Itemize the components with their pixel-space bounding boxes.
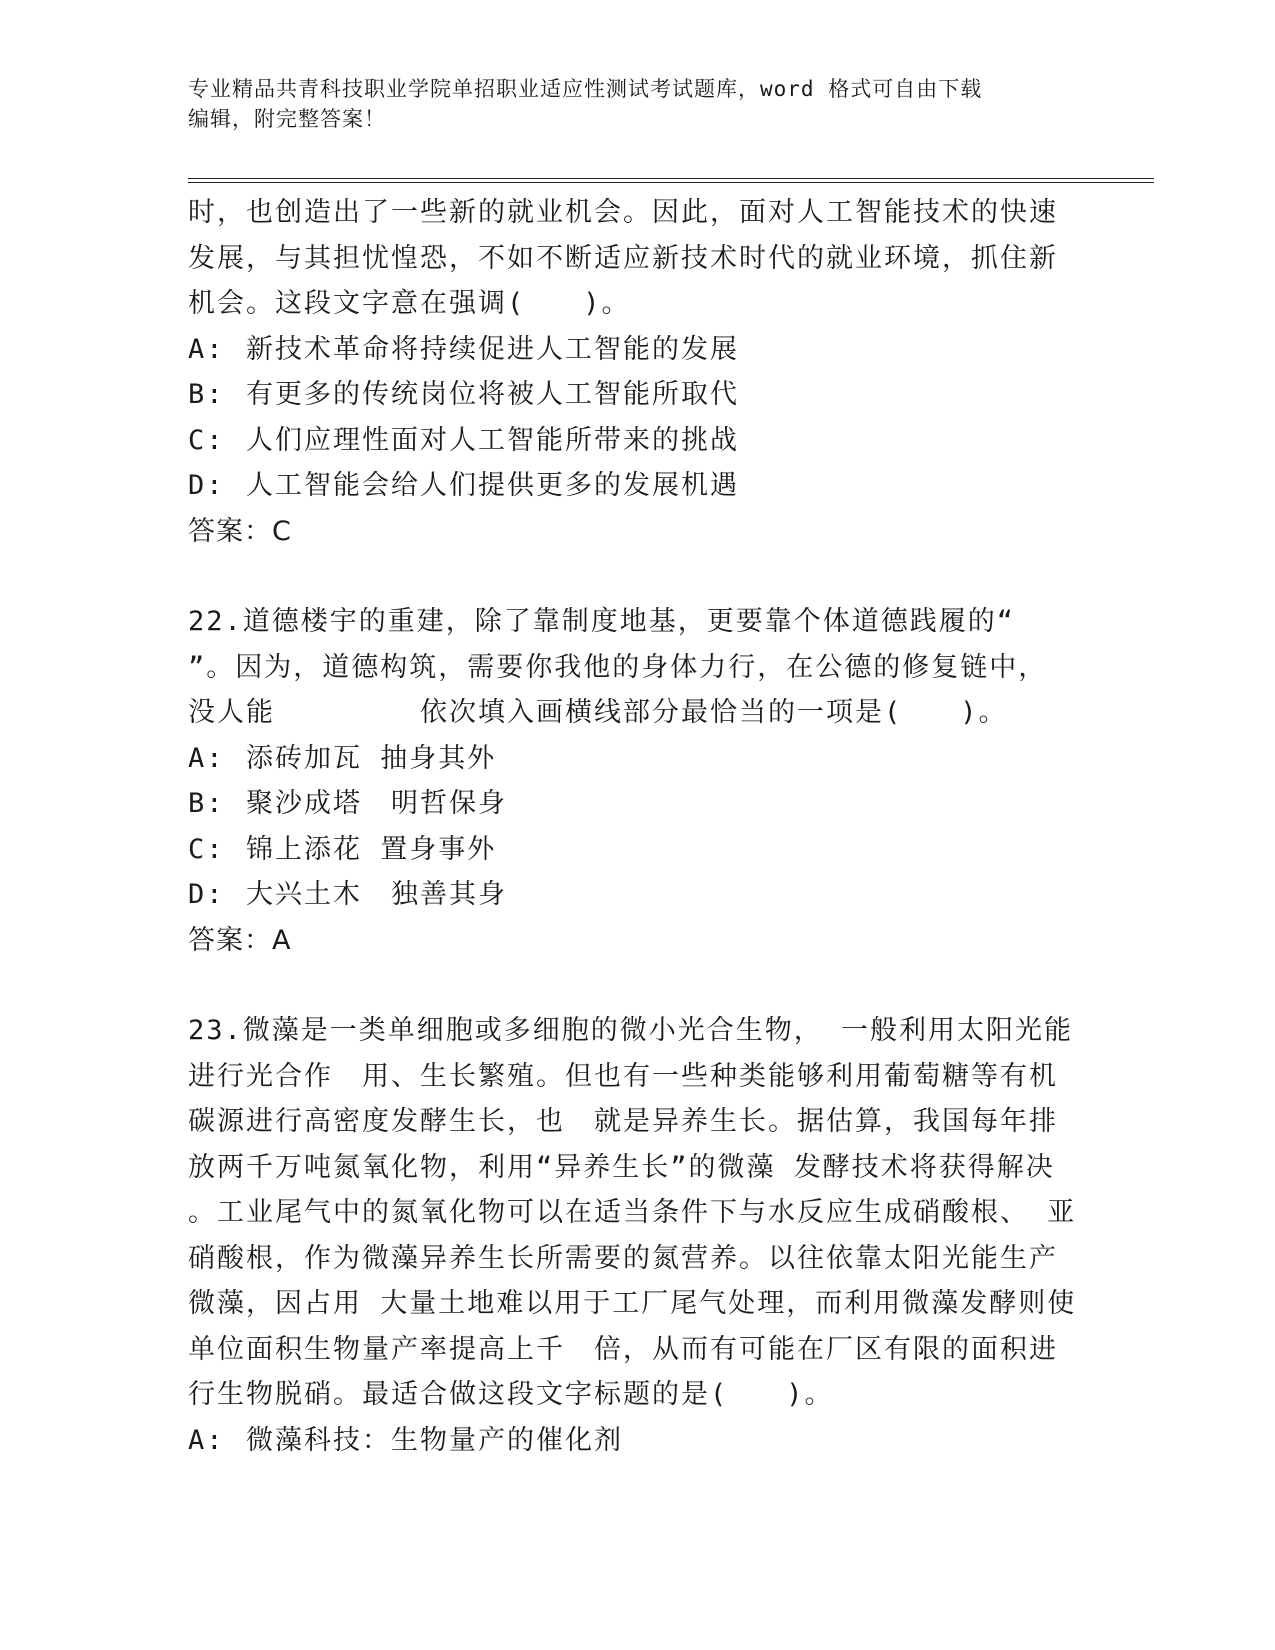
option-text: 有更多的传统岗位将被人工智能所取代 bbox=[246, 379, 739, 410]
header-line-1: 专业精品共青科技职业学院单招职业适应性测试考试题库，word 格式可自由下载 bbox=[188, 77, 983, 101]
answer-line: 答案：A bbox=[188, 924, 292, 956]
answer-line: 答案：C bbox=[188, 515, 292, 547]
option-d bbox=[188, 872, 1088, 918]
option-letter: B: bbox=[188, 788, 225, 819]
option-text: 微藻科技：生物量产的催化剂 bbox=[246, 1424, 623, 1456]
header-line-2: 编辑，附完整答案！ bbox=[188, 107, 386, 131]
question-22 bbox=[188, 599, 1088, 963]
question-stem-line: 微藻，因占用 大量土地难以用于工厂尾气处理，而利用微藻发酵则使 bbox=[188, 1288, 1077, 1319]
question-stem-line: 放两千万吨氮氧化物，利用“异养生长”的微藻 发酵技术将获得解决 bbox=[188, 1151, 1055, 1183]
question-21 bbox=[188, 190, 1088, 554]
option-text: 大兴土木 独善其身 bbox=[246, 879, 507, 910]
question-stem-line: ”。因为，道德构筑，需要你我他的身体力行，在公德的修复链中， bbox=[188, 651, 1048, 683]
question-stem-line: 23.微藻是一类单细胞或多细胞的微小光合生物， 一般利用太阳光能 bbox=[188, 1015, 1074, 1046]
option-text: 新技术革命将持续促进人工智能的发展 bbox=[246, 333, 739, 365]
option-c bbox=[188, 418, 1088, 464]
option-a bbox=[188, 1418, 1088, 1464]
option-letter: C: bbox=[188, 833, 225, 865]
option-letter: D: bbox=[188, 470, 225, 501]
option-b bbox=[188, 372, 1088, 418]
document-header bbox=[188, 74, 1068, 134]
option-text: 聚沙成塔 明哲保身 bbox=[246, 788, 507, 819]
question-stem-line: 进行光合作 用、生长繁殖。但也有一些种类能够利用葡萄糖等有机 bbox=[188, 1060, 1058, 1092]
option-b bbox=[188, 781, 1088, 827]
question-stem-line: 没人能 依次填入画横线部分最恰当的一项是( )。 bbox=[188, 697, 1008, 728]
option-d bbox=[188, 463, 1088, 509]
option-a bbox=[188, 736, 1088, 782]
option-letter: C: bbox=[188, 424, 225, 456]
question-stem-line: 碳源进行高密度发酵生长，也 就是异养生长。据估算，我国每年排 bbox=[188, 1106, 1058, 1137]
option-text: 添砖加瓦 抽身其外 bbox=[246, 742, 497, 774]
question-stem-line: 硝酸根，作为微藻异养生长所需要的氮营养。以往依靠太阳光能生产 bbox=[188, 1242, 1058, 1274]
question-stem-line: 单位面积生物量产率提高上千 倍，从而有可能在厂区有限的面积进 bbox=[188, 1333, 1058, 1365]
option-text: 人工智能会给人们提供更多的发展机遇 bbox=[246, 470, 739, 501]
question-stem-line: 机会。这段文字意在强调( )。 bbox=[188, 288, 631, 319]
option-a bbox=[188, 327, 1088, 373]
question-stem-line: 。工业尾气中的氮氧化物可以在适当条件下与水反应生成硝酸根、 亚 bbox=[188, 1197, 1077, 1228]
option-letter: B: bbox=[188, 379, 225, 410]
header-double-rule bbox=[188, 178, 1154, 183]
spacer bbox=[188, 554, 1088, 599]
question-stem-line: 行生物脱硝。最适合做这段文字标题的是( )。 bbox=[188, 1379, 834, 1410]
option-letter: A: bbox=[188, 333, 225, 365]
option-letter: A: bbox=[188, 1424, 225, 1456]
page-content bbox=[188, 190, 1088, 1463]
option-letter: A: bbox=[188, 742, 225, 774]
option-text: 人们应理性面对人工智能所带来的挑战 bbox=[246, 424, 739, 456]
question-stem-line: 22.道德楼宇的重建，除了靠制度地基，更要靠个体道德践履的“ bbox=[188, 606, 1016, 637]
question-23 bbox=[188, 1008, 1088, 1463]
option-letter: D: bbox=[188, 879, 225, 910]
spacer bbox=[188, 963, 1088, 1008]
option-c bbox=[188, 827, 1088, 873]
question-stem-line: 时，也创造出了一些新的就业机会。因此，面对人工智能技术的快速 bbox=[188, 197, 1058, 228]
option-text: 锦上添花 置身事外 bbox=[246, 833, 497, 865]
question-stem-line: 发展，与其担忧惶恐，不如不断适应新技术时代的就业环境，抓住新 bbox=[188, 242, 1058, 274]
